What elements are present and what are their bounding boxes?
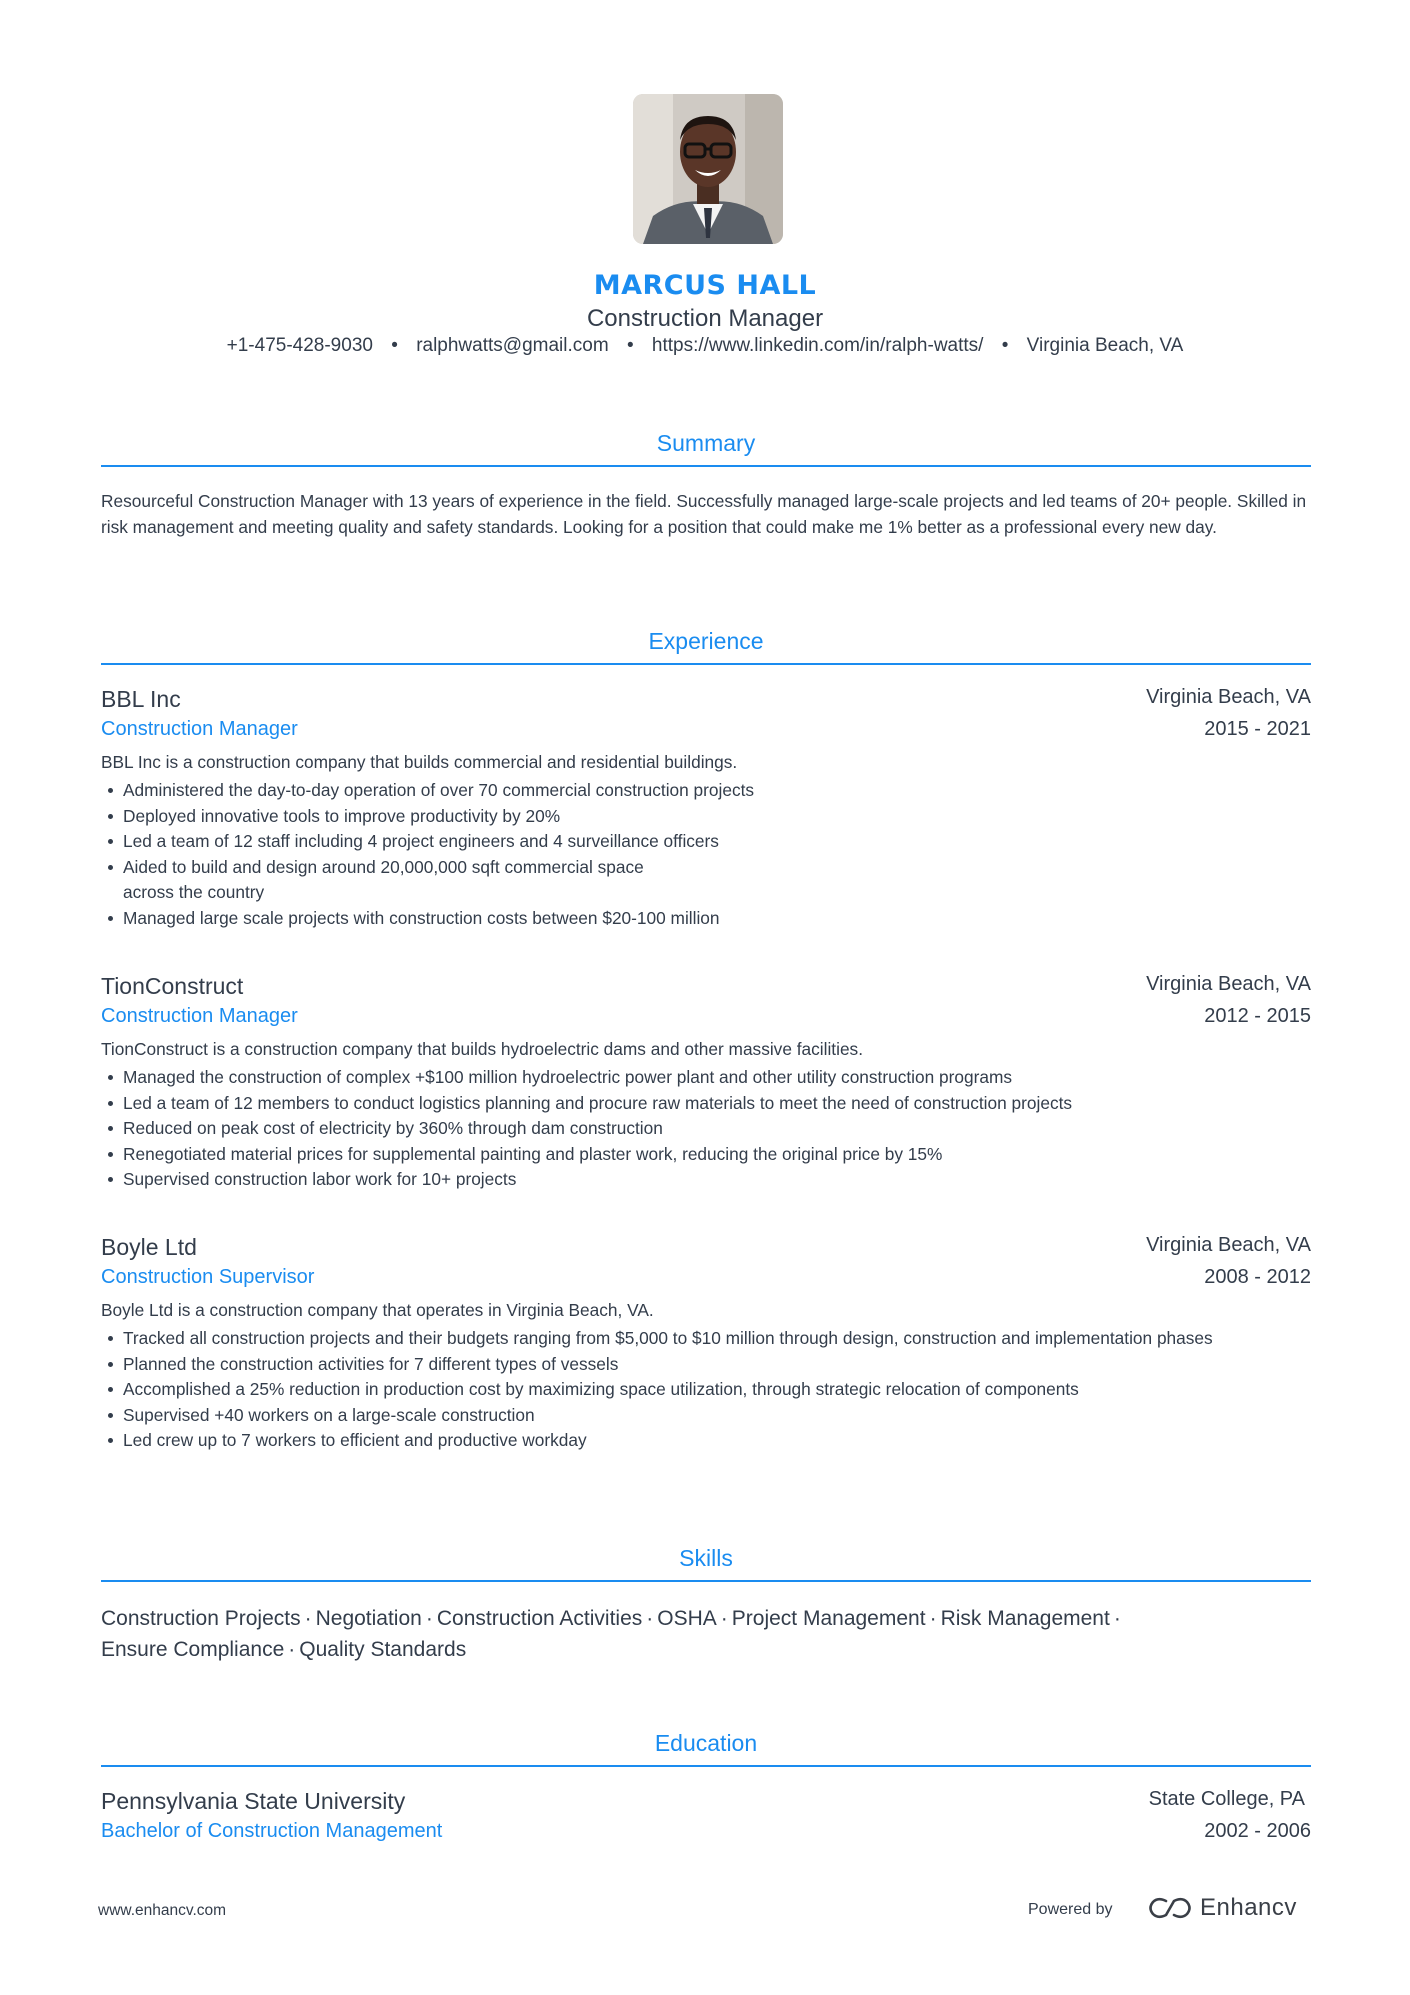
contact-line: [0, 335, 1410, 357]
company-description: Boyle Ltd is a construction company that operates in Virginia Beach, VA.: [101, 1300, 654, 1320]
summary-divider: [101, 465, 1311, 467]
contact-phone: +1-475-428-9030: [226, 335, 373, 356]
brand-name: Enhancv: [1200, 1894, 1297, 1921]
achievement-item: Accomplished a 25% reduction in production cost by maximizing space utilization, through strategic relocation of components: [101, 1377, 1311, 1403]
achievement-item: Managed large scale projects with construction costs between $20-100 million: [101, 906, 1311, 932]
skill-separator: ·: [646, 1607, 654, 1630]
achievement-item: Aided to build and design around 20,000,000 sqft commercial space: [101, 855, 1311, 881]
skill-item: Project Management: [731, 1607, 926, 1630]
achievement-list: [101, 1065, 1311, 1193]
summary-heading: Summary: [656, 430, 756, 456]
contact-email[interactable]: ralphwatts@gmail.com: [416, 335, 609, 356]
job-location: Virginia Beach, VA: [1146, 973, 1311, 995]
job-title: Construction Manager: [101, 1005, 298, 1027]
footer-website-link[interactable]: www.enhancv.com: [98, 1902, 227, 1919]
achievement-item: Managed the construction of complex +$100 million hydroelectric power plant and other utility construction programs: [101, 1065, 1311, 1091]
company-description: TionConstruct is a construction company that builds hydroelectric dams and other massive facilities.: [101, 1039, 863, 1059]
achievement-item: Renegotiated material prices for supplemental painting and plaster work, reducing the original price by 15%: [101, 1142, 1311, 1168]
company-description: BBL Inc is a construction company that builds commercial and residential buildings.: [101, 752, 738, 772]
achievement-item: Deployed innovative tools to improve productivity by 20%: [101, 804, 1311, 830]
candidate-name: MARCUS HALL: [593, 270, 817, 301]
skill-item: Quality Standards: [299, 1638, 467, 1661]
job-dates: 2015 - 2021: [1204, 718, 1311, 740]
company-name: Boyle Ltd: [101, 1234, 197, 1260]
education-divider: [101, 1765, 1311, 1767]
skill-item: Construction Activities: [436, 1607, 643, 1630]
contact-separator: •: [391, 335, 398, 356]
contact-location: Virginia Beach, VA: [1026, 335, 1184, 356]
job-title: Construction Manager: [101, 718, 298, 740]
school-name: Pennsylvania State University: [101, 1788, 406, 1814]
experience-heading: Experience: [648, 628, 764, 654]
job-dates: 2012 - 2015: [1204, 1005, 1311, 1027]
degree-title: Bachelor of Construction Management: [101, 1820, 443, 1842]
achievement-item: Led a team of 12 members to conduct logistics planning and procure raw materials to meet the need of construction projects: [101, 1091, 1311, 1117]
brand-logo[interactable]: [1146, 1894, 1297, 1922]
job-location: Virginia Beach, VA: [1146, 1234, 1311, 1256]
contact-separator: •: [626, 335, 634, 356]
achievement-item-continuation: across the country: [123, 882, 265, 902]
school-location: State College, PA: [1148, 1788, 1305, 1810]
skills-divider: [101, 1580, 1311, 1582]
contact-linkedin[interactable]: https://www.linkedin.com/in/ralph-watts/: [651, 335, 984, 356]
job-title: Construction Supervisor: [101, 1266, 315, 1288]
company-name: BBL Inc: [101, 686, 181, 712]
achievement-item: Supervised +40 workers on a large-scale construction: [101, 1403, 1311, 1429]
skill-item: Ensure Compliance: [101, 1638, 285, 1661]
achievement-item: Reduced on peak cost of electricity by 360% through dam construction: [101, 1116, 1311, 1142]
skills-heading: Skills: [679, 1545, 733, 1571]
skill-separator: ·: [304, 1607, 312, 1630]
candidate-role: Construction Manager: [586, 305, 824, 332]
skill-item: Construction Projects: [101, 1607, 301, 1630]
summary-text: Resourceful Construction Manager with 13 years of experience in the field. Successfully managed large-scale projects and led teams of 20+ people. Skilled in risk management and meeting quality and safety standards. Looking for a position that could make me 1% better as a professional every new day.: [101, 491, 1307, 537]
achievement-item: Tracked all construction projects and their budgets ranging from $5,000 to $10 million through design, construction and implementation phases: [101, 1326, 1311, 1352]
contact-separator: •: [1001, 335, 1009, 356]
achievement-item: Led crew up to 7 workers to efficient and productive workday: [101, 1428, 1311, 1454]
skill-item: OSHA: [657, 1607, 717, 1630]
achievement-list: [101, 1326, 1311, 1454]
skill-item: Negotiation: [315, 1607, 422, 1630]
skill-separator: ·: [1113, 1607, 1121, 1630]
achievement-item: Administered the day-to-day operation of over 70 commercial construction projects: [101, 778, 1311, 804]
experience-divider: [101, 663, 1311, 665]
job-location: Virginia Beach, VA: [1146, 686, 1311, 708]
skill-separator: ·: [720, 1607, 728, 1630]
education-dates: 2002 - 2006: [1204, 1820, 1311, 1842]
skill-item: Risk Management: [940, 1607, 1110, 1630]
profile-photo: [633, 94, 783, 244]
education-heading: Education: [654, 1730, 758, 1756]
job-dates: 2008 - 2012: [1204, 1266, 1311, 1288]
skill-separator: ·: [288, 1638, 296, 1661]
portrait-image: [633, 94, 783, 244]
skills-list: [101, 1603, 1221, 1665]
skill-separator: ·: [929, 1607, 937, 1630]
achievement-item: Planned the construction activities for 7 different types of vessels: [101, 1352, 1311, 1378]
achievement-item: Led a team of 12 staff including 4 project engineers and 4 surveillance officers: [101, 829, 1311, 855]
achievement-list: [101, 778, 1311, 931]
enhancv-logo-icon: [1146, 1895, 1194, 1921]
achievement-item: Supervised construction labor work for 10+ projects: [101, 1167, 1311, 1193]
company-name: TionConstruct: [101, 973, 244, 999]
powered-by-label: Powered by: [1028, 1901, 1113, 1918]
skill-separator: ·: [425, 1607, 433, 1630]
